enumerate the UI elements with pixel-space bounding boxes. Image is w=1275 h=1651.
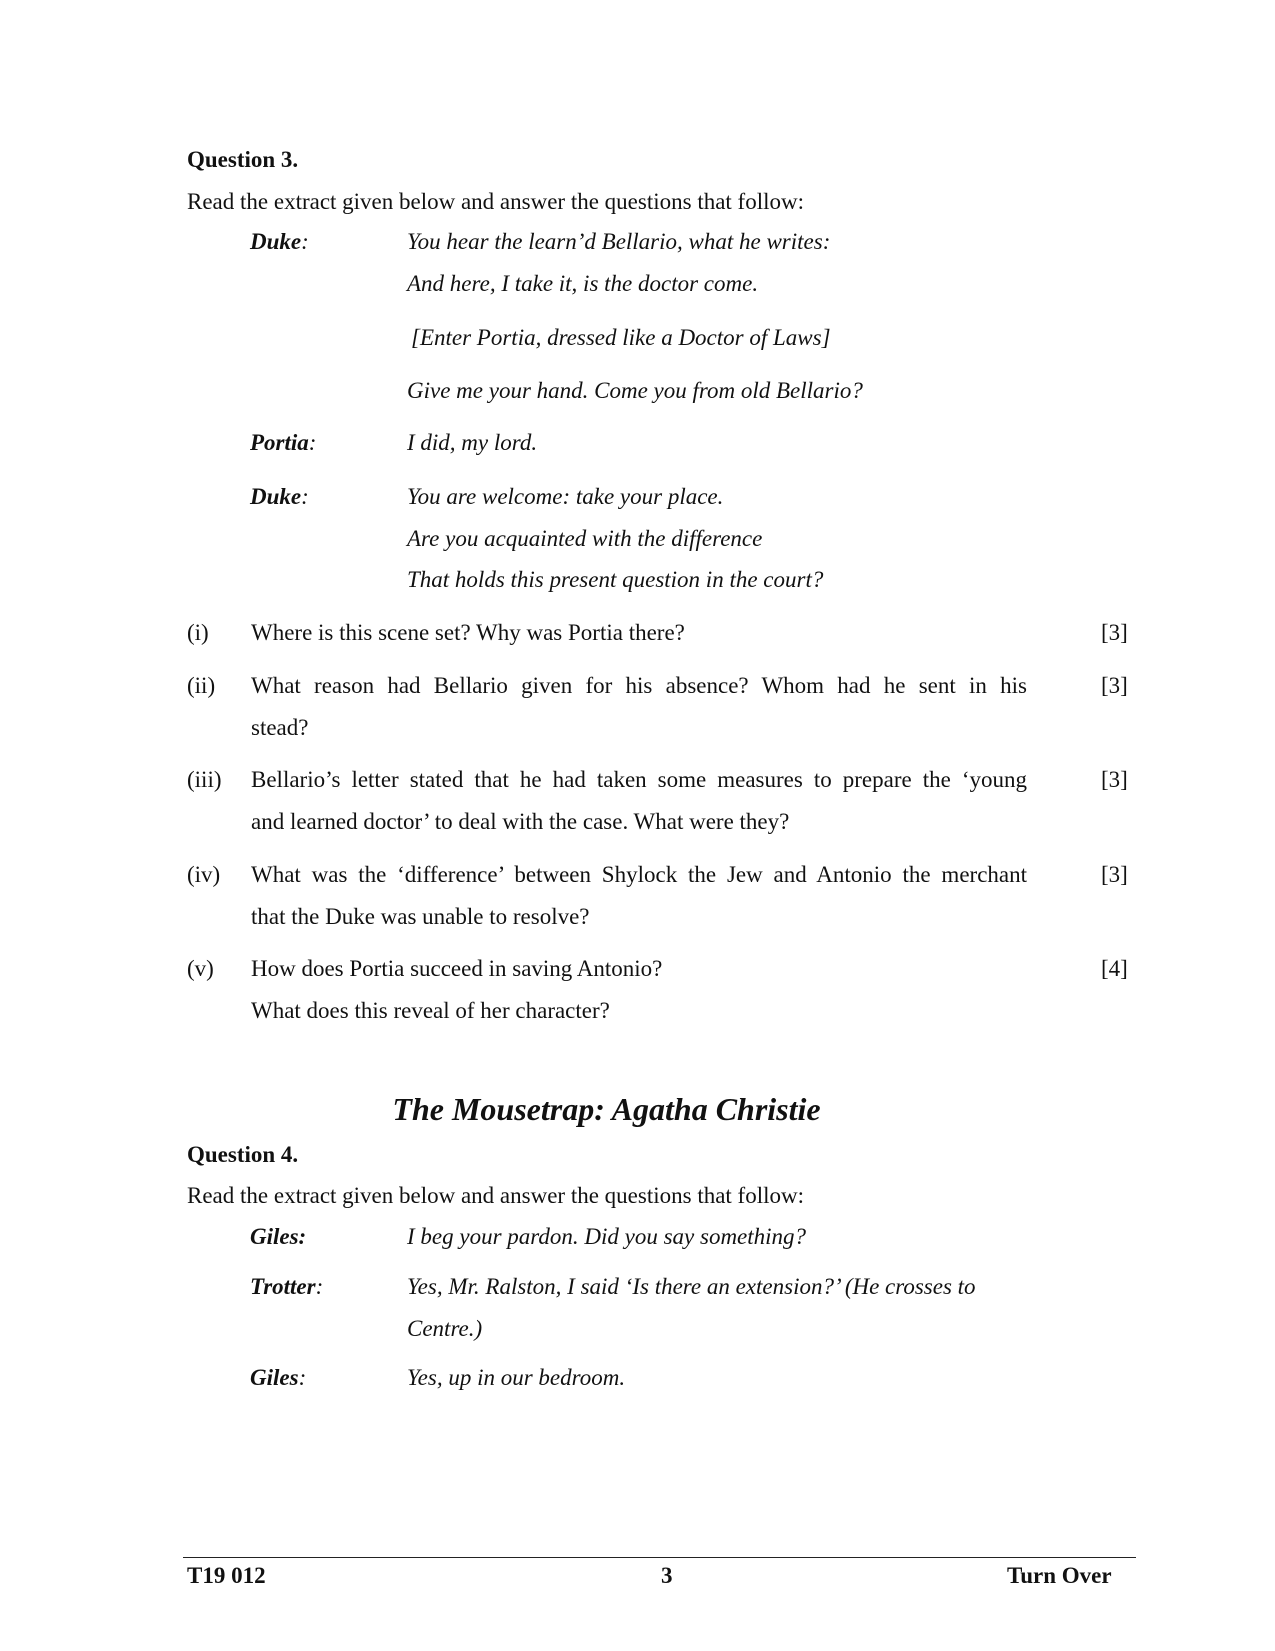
question-4-heading: Question 4.: [187, 1142, 299, 1167]
extract-line: You are welcome: take your place.: [407, 484, 724, 509]
page-number: 3: [661, 1563, 673, 1588]
speaker-colon: :: [315, 1274, 324, 1299]
speaker-name: Duke: [250, 484, 302, 509]
question-3-instruction: Read the extract given below and answer the questions that follow:: [187, 189, 804, 214]
extract-line: Are you acquainted with the difference: [407, 526, 763, 551]
speaker-duke: [250, 229, 309, 255]
speaker-name: Giles:: [250, 1224, 307, 1249]
extract-line: And here, I take it, is the doctor come.: [407, 271, 759, 296]
question-3-heading: Question 3.: [187, 147, 299, 172]
paper-code: T19 012: [187, 1563, 266, 1588]
question-4-instruction: Read the extract given below and answer the questions that follow:: [187, 1183, 804, 1208]
extract-line: I beg your pardon. Did you say something?: [407, 1224, 807, 1249]
question-text: stead?: [251, 715, 309, 740]
speaker-colon: :: [298, 1365, 307, 1390]
question-number: (v): [187, 956, 214, 981]
speaker-giles: [250, 1224, 306, 1250]
speaker-colon: :: [308, 430, 317, 455]
question-marks: [3]: [1101, 673, 1128, 698]
question-marks: [3]: [1101, 620, 1128, 645]
question-text: What was the ‘difference’ between Shylock the Jew and Antonio the merchant: [251, 862, 1027, 887]
section-title: The Mousetrap: Agatha Christie: [392, 1091, 821, 1127]
extract-line: Give me your hand. Come you from old Bellario?: [407, 378, 863, 403]
question-text: and learned doctor’ to deal with the case. What were they?: [251, 809, 790, 834]
extract-line: That holds this present question in the court?: [407, 567, 824, 592]
question-number: (iii): [187, 767, 222, 792]
extract-line: I did, my lord.: [407, 430, 538, 455]
question-number: (i): [187, 620, 209, 645]
question-marks: [4]: [1101, 956, 1128, 981]
footer-divider: [183, 1557, 1136, 1558]
question-marks: [3]: [1101, 767, 1128, 792]
question-text: Where is this scene set? Why was Portia there?: [251, 620, 685, 645]
question-number: (iv): [187, 862, 221, 887]
question-text: How does Portia succeed in saving Antonio?: [251, 956, 663, 981]
stage-direction: [Enter Portia, dressed like a Doctor of Laws]: [411, 325, 831, 350]
extract-line: Centre.): [407, 1316, 483, 1341]
speaker-name: Portia: [250, 430, 309, 455]
turn-over-label: Turn Over: [1007, 1563, 1112, 1588]
speaker-colon: :: [301, 229, 309, 254]
question-text: that the Duke was unable to resolve?: [251, 904, 590, 929]
speaker-name: Trotter: [250, 1274, 316, 1299]
question-text: Bellario’s letter stated that he had taken some measures to prepare the ‘young: [251, 767, 1027, 792]
speaker-duke: [250, 484, 309, 510]
extract-line: Yes, up in our bedroom.: [407, 1365, 626, 1390]
question-text: What reason had Bellario given for his absence? Whom had he sent in his: [251, 673, 1027, 698]
speaker-name: Giles: [250, 1365, 299, 1390]
question-text: What does this reveal of her character?: [251, 998, 610, 1023]
question-number: (ii): [187, 673, 216, 698]
question-marks: [3]: [1101, 862, 1128, 887]
extract-line: You hear the learn’d Bellario, what he writes:: [407, 229, 831, 254]
speaker-colon: :: [301, 484, 309, 509]
extract-line: Yes, Mr. Ralston, I said ‘Is there an extension?’ (He crosses to: [407, 1274, 976, 1299]
speaker-name: Duke: [250, 229, 302, 254]
speaker-portia: [250, 430, 316, 456]
speaker-trotter: [250, 1274, 323, 1300]
speaker-giles: [250, 1365, 306, 1391]
